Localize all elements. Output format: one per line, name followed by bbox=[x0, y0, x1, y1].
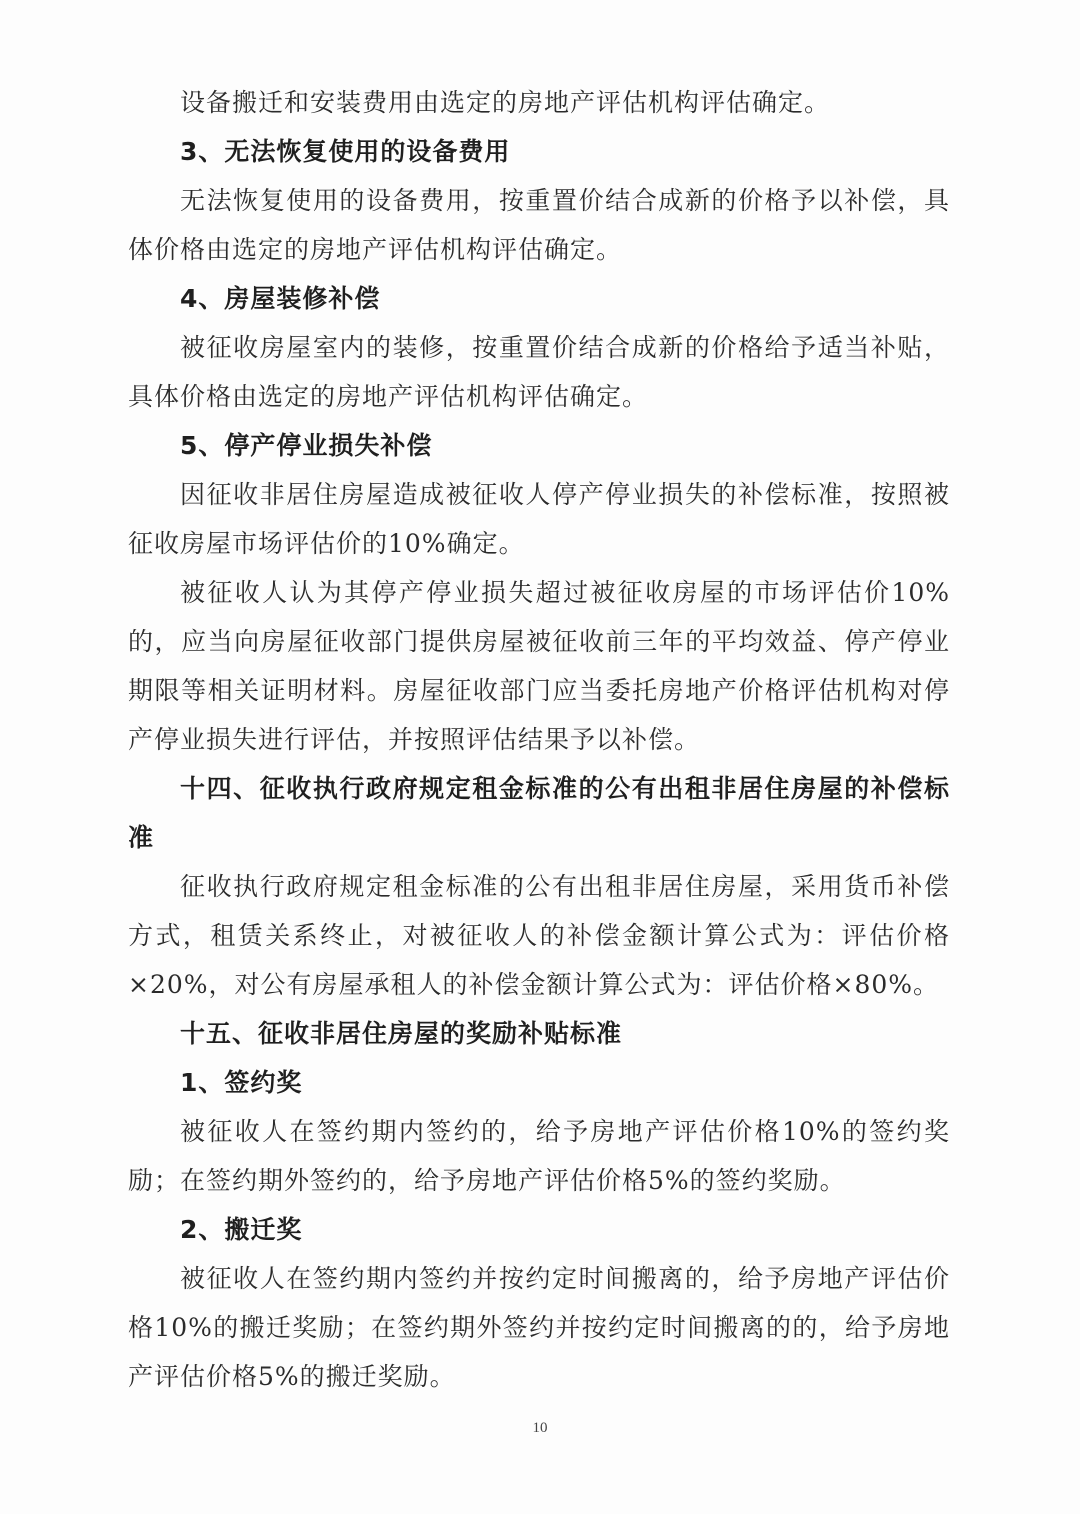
heading-signing-bonus: 1、签约奖 bbox=[180, 1068, 303, 1097]
heading-section-14: 十四、征收执行政府规定租金标准的公有出租非居住房屋的补偿标准 bbox=[128, 774, 950, 852]
document-body bbox=[128, 78, 950, 1401]
paragraph-public-rental-compensation: 征收执行政府规定租金标准的公有出租非居住房屋，采用货币补偿方式，租赁关系终止，对被征收人的补偿金额计算公式为：评估价格×20%，对公有房屋承租人的补偿金额计算公式为：评估价格×80%。 bbox=[128, 872, 950, 999]
paragraph-relocation-bonus: 被征收人在签约期内签约并按约定时间搬离的，给予房地产评估价格10%的搬迁奖励；在签约期外签约并按约定时间搬离的的，给予房地产评估价格5%的搬迁奖励。 bbox=[128, 1264, 950, 1391]
heading-business-suspension-loss: 5、停产停业损失补偿 bbox=[180, 431, 433, 460]
paragraph-equipment-relocation-cost: 设备搬迁和安装费用由选定的房地产评估机构评估确定。 bbox=[180, 88, 831, 117]
paragraph-business-suspension-evaluation: 被征收人认为其停产停业损失超过被征收房屋的市场评估价10%的，应当向房屋征收部门提供房屋被征收前三年的平均效益、停产停业期限等相关证明材料。房屋征收部门应当委托房地产价格评估机构对停产停业损失进行评估，并按照评估结果予以补偿。 bbox=[128, 578, 950, 754]
heading-relocation-bonus: 2、搬迁奖 bbox=[180, 1215, 303, 1244]
paragraph-unrecoverable-equipment: 无法恢复使用的设备费用，按重置价结合成新的价格予以补偿，具体价格由选定的房地产评估机构评估确定。 bbox=[128, 186, 950, 264]
paragraph-signing-bonus: 被征收人在签约期内签约的，给予房地产评估价格10%的签约奖励；在签约期外签约的，给予房地产评估价格5%的签约奖励。 bbox=[128, 1117, 950, 1195]
paragraph-decoration-compensation: 被征收房屋室内的装修，按重置价结合成新的价格给予适当补贴，具体价格由选定的房地产评估机构评估确定。 bbox=[128, 333, 950, 411]
page-number: 10 bbox=[532, 1420, 548, 1436]
heading-section-15: 十五、征收非居住房屋的奖励补贴标准 bbox=[180, 1019, 623, 1048]
paragraph-business-suspension-standard: 因征收非居住房屋造成被征收人停产停业损失的补偿标准，按照被征收房屋市场评估价的10%确定。 bbox=[128, 480, 950, 558]
heading-unrecoverable-equipment: 3、无法恢复使用的设备费用 bbox=[180, 137, 511, 166]
heading-decoration-compensation: 4、房屋装修补偿 bbox=[180, 284, 381, 313]
